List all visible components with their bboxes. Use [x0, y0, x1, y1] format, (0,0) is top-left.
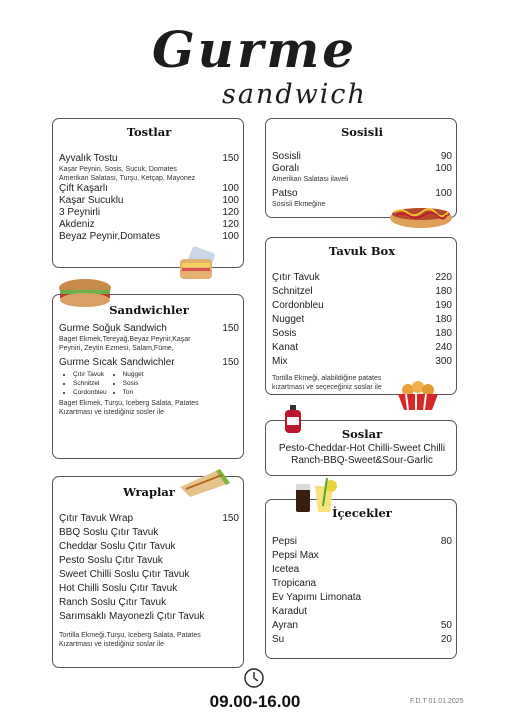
- wrap-icon: [176, 463, 234, 499]
- item-note: Baget Ekmek,Tereyağ,Beyaz Peynir,Kaşar Peyniri, Zeytin Ezmesi, Salam,Füme,: [59, 336, 191, 352]
- menu-item: [272, 342, 452, 354]
- item-price: 100: [222, 231, 239, 242]
- section-note: Tortilla Ekmeği,Turşu, Iceberg Salata, Patates Kızartması ve istediğiniz soslar ile: [59, 632, 201, 648]
- menu-item: [59, 153, 239, 165]
- menu-item: [59, 513, 239, 525]
- nuggets-basket-icon: [396, 376, 440, 416]
- menu-item: [272, 328, 452, 340]
- item-name: Ranch Soslu Çıtır Tavuk: [59, 597, 167, 608]
- item-name: Sosis: [272, 328, 297, 339]
- section-note: Tortilla Ekmeği, alabildiğine patates kızartması ve seçeceğiniz soslar ile: [272, 375, 382, 391]
- menu-item: [272, 188, 452, 200]
- item-name: Patso: [272, 188, 298, 199]
- menu-item: [272, 606, 452, 618]
- option-item: • Nugget: [123, 370, 144, 379]
- icecekler-section: [265, 499, 457, 659]
- item-note: Kaşar Peyniri, Sosis, Sucuk, Domates Amerikan Salatası, Turşu, Ketçap, Mayonez: [59, 166, 196, 182]
- item-name: Schnitzel: [272, 286, 313, 297]
- menu-item: [272, 300, 452, 312]
- menu-item: [59, 569, 239, 581]
- toast-sandwich-icon: [178, 245, 218, 285]
- menu-item: [272, 151, 452, 163]
- item-name: Cheddar Soslu Çıtır Tavuk: [59, 541, 176, 552]
- item-note: Sosisli Ekmeğine: [272, 201, 326, 208]
- options-list-left: [63, 370, 107, 397]
- item-name: Su: [272, 634, 285, 645]
- clock-icon: [243, 667, 265, 689]
- item-note: Baget Ekmek, Turşu, Iceberg Salata, Patates Kızartması ve istediğiniz sosler ile: [59, 400, 199, 416]
- menu-item: [272, 620, 452, 632]
- item-name: Hot Chilli Soslu Çıtır Tavuk: [59, 583, 178, 594]
- menu-item: [272, 163, 452, 175]
- item-name: Akdeniz: [59, 219, 95, 230]
- item-price: 180: [435, 286, 452, 297]
- option-item: • Schnitzel: [73, 379, 107, 388]
- item-name: Kaşar Sucuklu: [59, 195, 124, 206]
- item-name: Ayvalık Tostu: [59, 153, 118, 164]
- item-name: Sosisli: [272, 151, 301, 162]
- item-name: Çıtır Tavuk: [272, 272, 320, 283]
- item-price: 100: [222, 183, 239, 194]
- item-name: Tropicana: [272, 578, 317, 589]
- item-name: Karadut: [272, 606, 308, 617]
- item-price: 240: [435, 342, 452, 353]
- opening-hours: 09.00-16.00: [209, 692, 301, 711]
- menu-item: [59, 357, 239, 369]
- menu-item: [59, 555, 239, 567]
- item-price: 100: [435, 163, 452, 174]
- brand-title: Gurme: [151, 20, 358, 79]
- item-name: Cordonbleu: [272, 300, 324, 311]
- item-name: Pepsi: [272, 536, 298, 547]
- item-price: 180: [435, 314, 452, 325]
- menu-item: [272, 634, 452, 646]
- menu-item: [59, 183, 239, 195]
- tavuk-box-section: [265, 237, 457, 395]
- item-price: 80: [440, 536, 452, 547]
- menu-item: [272, 592, 452, 604]
- option-item: • Çıtır Tavuk: [73, 370, 107, 379]
- option-item: • Ton: [123, 388, 144, 397]
- item-price: 100: [435, 188, 452, 199]
- item-name: Çift Kaşarlı: [59, 183, 108, 194]
- menu-item: [272, 272, 452, 284]
- menu-item: [59, 219, 239, 231]
- section-title: Sosisli: [340, 125, 384, 139]
- item-name: Pepsi Max: [272, 550, 319, 561]
- item-note: Amerikan Salatası ilaveli: [272, 176, 349, 183]
- sandwichler-section: [52, 294, 244, 459]
- options-list-right: [113, 370, 144, 397]
- item-name: Çıtır Tavuk Wrap: [59, 513, 134, 524]
- item-price: 150: [222, 153, 239, 164]
- item-price: 120: [222, 207, 239, 218]
- section-title: Wraplar: [123, 485, 175, 499]
- wraplar-section: [52, 476, 244, 668]
- option-item: • Sosis: [123, 379, 144, 388]
- hotdog-icon: [388, 200, 454, 230]
- item-name: Gurme Soğuk Sandwich: [59, 323, 167, 334]
- item-price: 150: [222, 357, 239, 368]
- item-price: 300: [435, 356, 452, 367]
- item-name: 3 Peynirli: [59, 207, 101, 218]
- drinks-icon: [293, 476, 339, 516]
- option-item: • Cordonbleu: [73, 388, 107, 397]
- section-title: Soslar: [341, 427, 383, 441]
- menu-item: [272, 578, 452, 590]
- menu-item: [272, 356, 452, 368]
- item-name: Gurme Sıcak Sandwichler: [59, 357, 175, 368]
- menu-item: [272, 536, 452, 548]
- item-name: Icetea: [272, 564, 300, 575]
- sub-sandwich-icon: [56, 276, 114, 310]
- menu-item: [59, 583, 239, 595]
- item-name: BBQ Soslu Çıtır Tavuk: [59, 527, 159, 538]
- menu-item: [59, 611, 239, 623]
- footer-code: F.D.T 01.01.2025: [410, 698, 464, 705]
- item-price: 190: [435, 300, 452, 311]
- item-name: Ayran: [272, 620, 298, 631]
- item-name: Beyaz Peynir,Domates: [59, 231, 161, 242]
- item-name: Nugget: [272, 314, 305, 325]
- item-price: 100: [222, 195, 239, 206]
- menu-item: [59, 231, 239, 243]
- section-title: Tavuk Box: [328, 244, 396, 258]
- menu-item: [272, 564, 452, 576]
- item-name: Sarımsaklı Mayonezli Çıtır Tavuk: [59, 611, 205, 622]
- item-name: Goralı: [272, 163, 300, 174]
- menu-item: [59, 541, 239, 553]
- menu-item: [59, 597, 239, 609]
- ketchup-bottle-icon: [282, 404, 304, 434]
- sauce-list-line: Ranch-BBQ-Sweet&Sour-Garlic: [291, 455, 433, 466]
- item-price: 120: [222, 219, 239, 230]
- hot-sandwich-options: [63, 370, 239, 397]
- item-price: 20: [440, 634, 452, 645]
- menu-item: [272, 286, 452, 298]
- section-title: Sandwichler: [109, 303, 189, 317]
- section-title: İçecekler: [332, 506, 392, 520]
- menu-item: [272, 550, 452, 562]
- item-name: Pesto Soslu Çıtır Tavuk: [59, 555, 163, 566]
- item-price: 180: [435, 328, 452, 339]
- item-name: Kanat: [272, 342, 299, 353]
- brand-subtitle: sandwich: [222, 79, 367, 110]
- item-price: 150: [222, 323, 239, 334]
- item-price: 50: [440, 620, 452, 631]
- menu-item: [59, 323, 239, 335]
- item-price: 150: [222, 513, 239, 524]
- menu-item: [59, 195, 239, 207]
- sauce-list-line: Pesto-Cheddar-Hot Chilli-Sweet Chilli: [278, 443, 446, 454]
- menu-item: [59, 207, 239, 219]
- item-name: Mix: [272, 356, 288, 367]
- item-name: Ev Yapımı Limonata: [272, 592, 362, 603]
- item-price: 220: [435, 272, 452, 283]
- item-name: Sweet Chilli Soslu Çıtır Tavuk: [59, 569, 190, 580]
- menu-item: [59, 527, 239, 539]
- section-title: Tostlar: [126, 125, 172, 139]
- menu-item: [272, 314, 452, 326]
- item-price: 90: [440, 151, 452, 162]
